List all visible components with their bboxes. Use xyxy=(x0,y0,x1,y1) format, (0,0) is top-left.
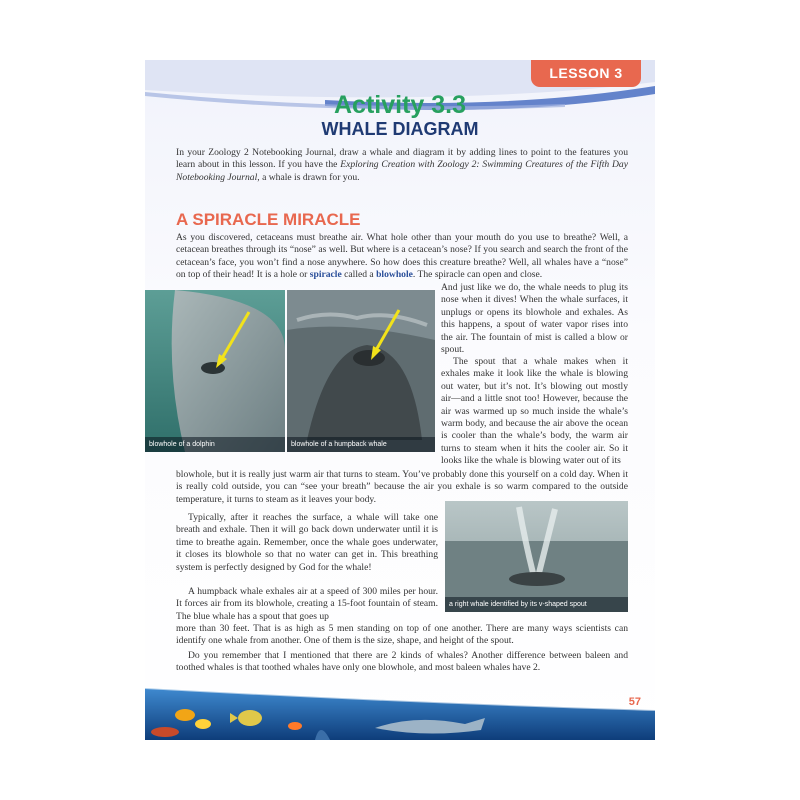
paragraph-spout-continued: blowhole, but it is really just warm air that turns to steam. You’ve probably done this yourself on a cold day. When it is really cold outside, you can “see your breath” because the air you exhale is so warm compared to the outside temperature, it turns to steam as it leaves your body. xyxy=(176,469,628,505)
humpback-blowhole-photo xyxy=(287,290,435,452)
paragraph-text: . The spiracle can open and close. xyxy=(412,269,543,281)
dolphin-image xyxy=(145,290,285,452)
paragraph-spout-right: The spout that a whale makes when it exhales make it look like the whale is blowing out water, but it’s not. It’s blowing out mostly air—and a little snot too! However, because the air was warmed up so much inside the whale’s warm body, and because the air above the ocean is cooler than the whale’s body, the warm air turns to steam when it hits the cooler air. So it looks like the whale is blowing water out of its xyxy=(441,356,628,467)
intro-paragraph xyxy=(176,147,628,184)
section-heading: A SPIRACLE MIRACLE xyxy=(176,210,361,229)
page-number: 57 xyxy=(628,696,641,708)
right-whale-photo xyxy=(445,501,628,612)
paragraph-blowhole-count: Do you remember that I mentioned that there are 2 kinds of whales? Another difference between baleen and toothed whales is that toothed whales have only one blowhole, and most baleen whales have 2. xyxy=(176,650,628,674)
book-page xyxy=(145,60,655,740)
paragraph-humpback-speed: A humpback whale exhales air at a speed of 300 miles per hour. It forces air from its blowhole, creating a 15-foot fountain of steam. The blue whale has a spout that goes up xyxy=(176,586,438,622)
right-whale-caption: a right whale identified by its v-shaped spout xyxy=(445,597,628,612)
intro-text-end: , a whale is drawn for you. xyxy=(257,171,360,183)
activity-subtitle: WHALE DIAGRAM xyxy=(321,119,479,139)
humpback-caption: blowhole of a humpback whale xyxy=(287,437,435,452)
dolphin-blowhole-photo xyxy=(145,290,285,452)
humpback-image xyxy=(287,290,435,452)
paragraph-plug-nose: And just like we do, the whale needs to plug its nose when it dives! When the whale surfaces, it unplugs or opens its blowhole and exhales. As this happens, a spout of water vapor rises into the air. The fountain of mist is called a blow or spout. xyxy=(441,282,628,356)
intro-text: In your Zoology 2 Notebooking Journal, draw a whale and diagram it by adding lines to point to the features you learn about in this lesson. If you have the xyxy=(176,147,628,171)
paragraph-breath: Typically, after it reaches the surface, a whale will take one breath and exhale. Then it will go back down underwater until it is time to breathe again. Remember, once the whale goes underwater, it closes its blowhole so that no water can get in. This breathing system is perfectly designed by God for the whale! xyxy=(176,512,438,573)
paragraph-text: called a xyxy=(341,269,377,281)
term-blowhole: blowhole xyxy=(376,269,413,281)
term-spiracle: spiracle xyxy=(309,269,342,281)
paragraph-text: As you discovered, cetaceans must breathe air. What hole other than your mouth do you use to breathe? Well, a cetacean breathes through its “nose” as well. But where is a cetacean’s nose? If you search and search the front of the cetacean’s face, you won’t find a nose anywhere. So how does this creature breathe? Well, all whales have a “nose” on top of their head! It is a hole or xyxy=(176,232,628,281)
paragraph-spiracle xyxy=(176,232,628,282)
intro-book-title: Exploring Creation with Zoology 2: Swimming Creatures of the Fifth Day Notebooking Journal xyxy=(176,159,628,183)
paragraph-blue-whale: more than 30 feet. That is as high as 5 men standing on top of one another. There are many ways scientists can identify one whale from another. One of them is the size, shape, and height of the spout. xyxy=(176,623,628,647)
lesson-tab: LESSON 3 xyxy=(531,60,641,87)
underwater-footer xyxy=(145,680,655,740)
right-whale-image xyxy=(445,501,628,612)
activity-title: Activity 3.3 xyxy=(333,91,466,119)
dolphin-caption: blowhole of a dolphin xyxy=(145,437,285,452)
